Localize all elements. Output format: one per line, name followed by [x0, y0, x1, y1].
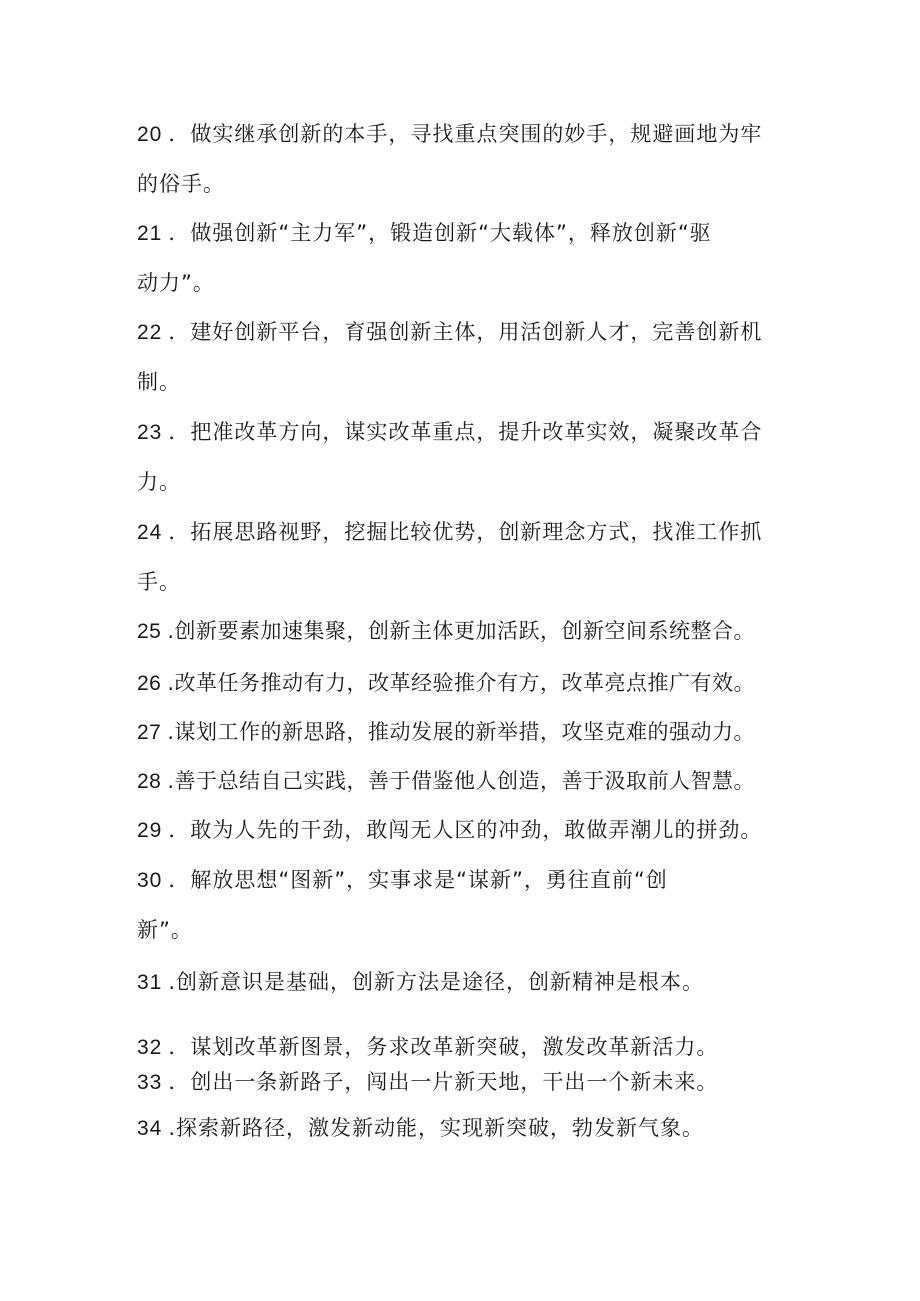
item-separator: ． — [168, 868, 191, 892]
item-number: 24 — [137, 521, 163, 544]
item-number: 29 — [137, 819, 163, 842]
item-text: 谋划改革新图景，务求改革新突破，激发改革新活力。 — [190, 1035, 719, 1059]
item-text: 探索新路径，激发新动能，实现新突破，勃发新气象。 — [176, 1116, 705, 1140]
item-line — [137, 307, 797, 357]
item-line-continued: 制。 — [137, 370, 181, 394]
item-text: 创新要素加速集聚，创新主体更加活跃，创新空间系统整合。 — [174, 619, 756, 643]
item-line — [137, 805, 797, 855]
item-number: 34 — [137, 1117, 163, 1140]
item-line — [137, 407, 797, 457]
item-number: 31 — [137, 971, 163, 994]
item-number: 26 — [137, 672, 162, 695]
item-number: 21 — [137, 222, 163, 245]
item-line — [137, 208, 797, 258]
item-number: 25 — [137, 620, 162, 643]
list-item-30 — [137, 855, 797, 955]
item-separator: ． — [168, 122, 191, 146]
item-separator: ． — [168, 1070, 191, 1094]
item-line-continued: 手。 — [137, 570, 181, 594]
item-line — [137, 606, 797, 656]
item-separator: ． — [168, 221, 191, 245]
item-line — [137, 756, 797, 806]
list-item-22 — [137, 307, 797, 407]
item-line — [137, 1103, 797, 1153]
item-number: 27 — [137, 721, 162, 744]
item-text: 创出一条新路子，闯出一片新天地，干出一个新未来。 — [190, 1070, 719, 1094]
list-item-26 — [137, 658, 797, 708]
item-line — [137, 109, 797, 159]
list-item-25 — [137, 606, 797, 656]
item-text: 改革任务推动有力，改革经验推介有方，改革亮点推广有效。 — [174, 671, 756, 695]
item-line — [137, 658, 797, 708]
item-line — [137, 957, 797, 1007]
item-line — [137, 507, 797, 557]
item-separator: ． — [168, 320, 191, 344]
list-item-23 — [137, 407, 797, 507]
item-number: 28 — [137, 770, 162, 793]
list-item-33 — [137, 1057, 797, 1107]
item-text: 谋划工作的新思路，推动发展的新举措，攻坚克难的强动力。 — [174, 720, 756, 744]
item-separator: . — [167, 619, 175, 643]
item-text: 创新意识是基础，创新方法是途径，创新精神是根本。 — [176, 970, 705, 994]
item-number: 22 — [137, 321, 163, 344]
item-line-continued: 新”。 — [137, 918, 193, 942]
item-number: 23 — [137, 421, 163, 444]
item-text: 解放思想“图新”，实事求是“谋新”，勇往直前“创 — [190, 868, 668, 892]
list-item-34 — [137, 1103, 797, 1153]
item-line — [137, 1057, 797, 1107]
item-separator: ． — [168, 818, 191, 842]
item-line — [137, 707, 797, 757]
list-item-24 — [137, 507, 797, 607]
item-line-continued: 力。 — [137, 470, 181, 494]
list-item-21 — [137, 208, 797, 308]
item-text: 建好创新平台，育强创新主体，用活创新人才，完善创新机 — [190, 320, 763, 344]
list-item-29 — [137, 805, 797, 855]
item-line-continued: 动力”。 — [137, 271, 215, 295]
list-item-31 — [137, 957, 797, 1007]
item-number: 32 — [137, 1036, 163, 1059]
list-item-20 — [137, 109, 797, 209]
item-text: 做实继承创新的本手，寻找重点突围的妙手，规避画地为牢 — [190, 122, 763, 146]
item-number: 33 — [137, 1071, 163, 1094]
item-number: 30 — [137, 869, 163, 892]
list-item-27 — [137, 707, 797, 757]
list-item-28 — [137, 756, 797, 806]
item-text: 拓展思路视野，挖掘比较优势，创新理念方式，找准工作抓 — [190, 520, 763, 544]
item-separator: ． — [168, 420, 191, 444]
item-separator: ． — [168, 1035, 191, 1059]
item-separator: . — [167, 671, 175, 695]
item-separator: . — [167, 720, 175, 744]
item-line — [137, 855, 797, 905]
item-text: 敢为人先的干劲，敢闯无人区的冲劲，敢做弄潮儿的拼劲。 — [190, 818, 763, 842]
item-text: 做强创新“主力军”，锻造创新“大载体”，释放创新“驱 — [190, 221, 712, 245]
item-separator: . — [168, 970, 177, 994]
item-number: 20 — [137, 123, 163, 146]
item-line-continued: 的俗手。 — [137, 172, 225, 196]
item-separator: . — [168, 1116, 177, 1140]
item-separator: . — [167, 769, 175, 793]
item-separator: ． — [168, 520, 191, 544]
item-text: 善于总结自己实践，善于借鉴他人创造，善于汲取前人智慧。 — [174, 769, 756, 793]
item-text: 把准改革方向，谋实改革重点，提升改革实效，凝聚改革合 — [190, 420, 763, 444]
